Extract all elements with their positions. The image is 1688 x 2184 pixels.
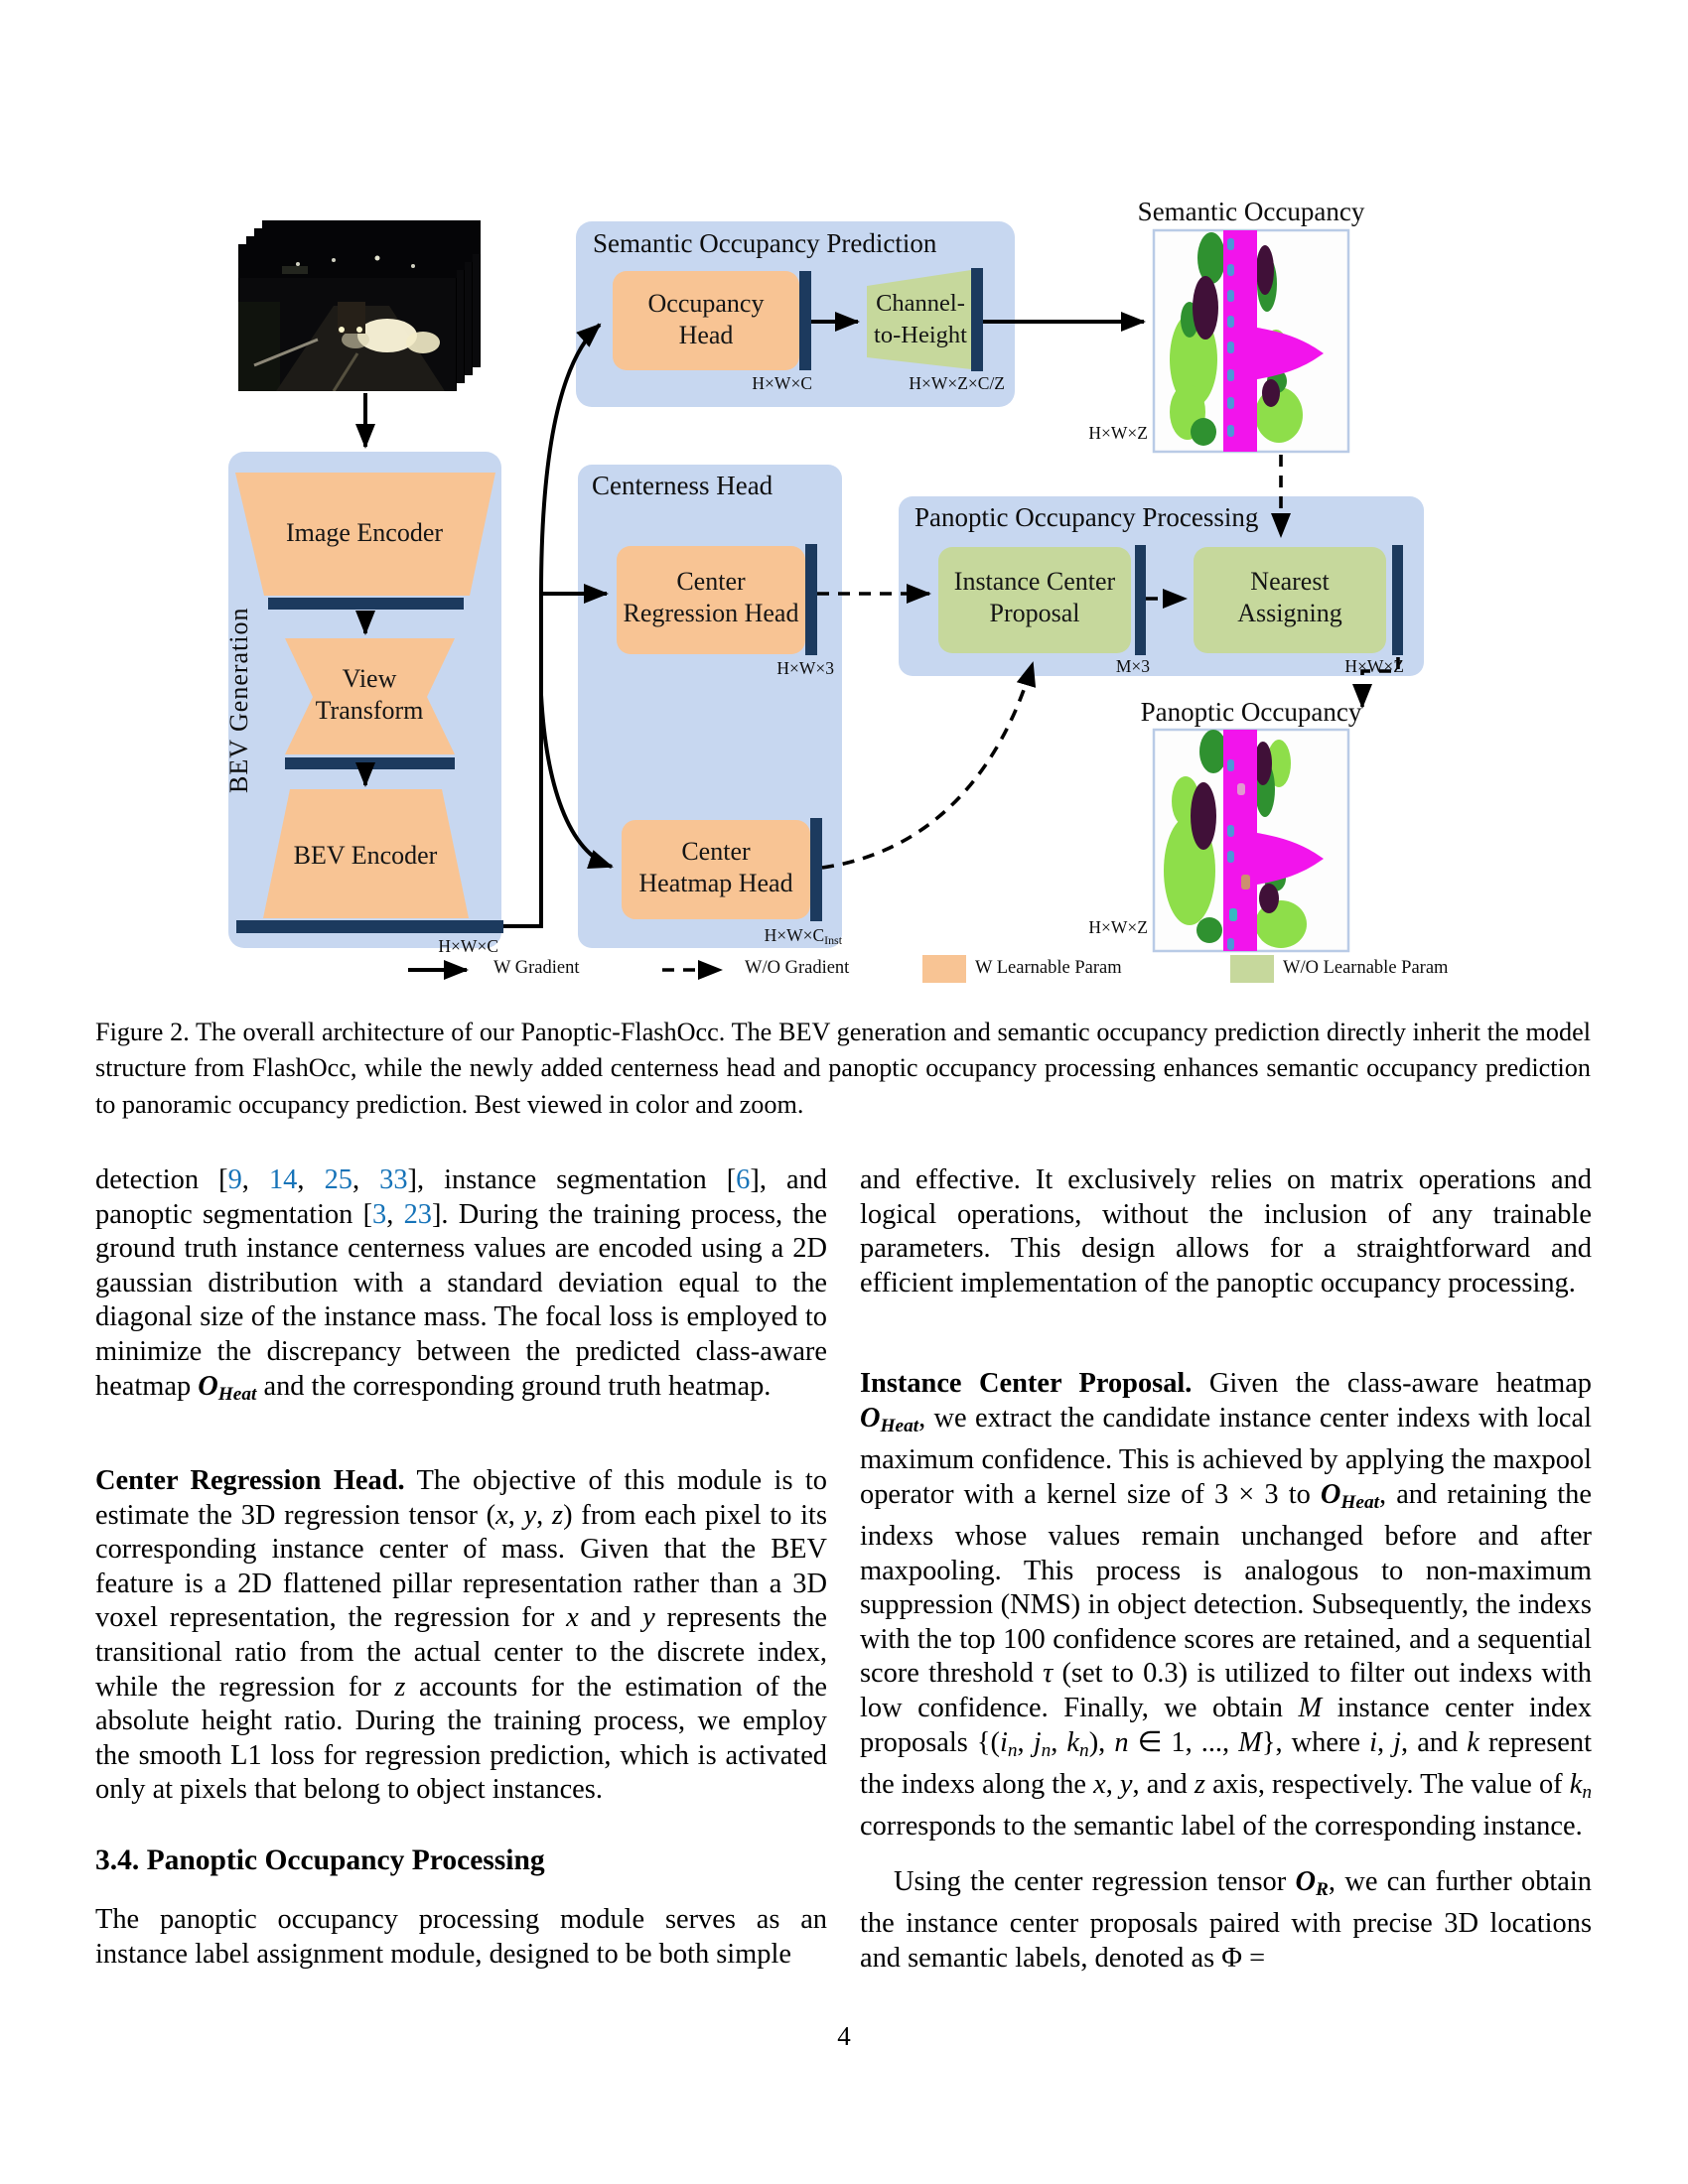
legend-orange-swatch: [922, 955, 966, 983]
legend-w-gradient: W Gradient: [493, 958, 580, 978]
instance-center-out-bar: [1135, 545, 1146, 655]
citation-link[interactable]: 6: [736, 1164, 751, 1195]
center-heatmap-out-dim: $H\times W\times C_{Inst}$: [764, 925, 842, 947]
instance-center-out-dim: M×3: [1115, 656, 1150, 676]
legend-wo-learnable-param: W/O Learnable Param: [1283, 958, 1449, 978]
citation-link[interactable]: 3: [372, 1198, 387, 1230]
channel-to-height-out-dim: H×W×Z×C/Z: [909, 373, 1005, 393]
instance-center-proposal-label: Instance Center Proposal: [953, 567, 1116, 627]
citation-link[interactable]: 14: [268, 1164, 298, 1195]
legend-w-learnable-param: W Learnable Param: [975, 958, 1122, 978]
panoptic-occupancy-title: Panoptic Occupancy: [1140, 697, 1362, 727]
image-encoder-out-bar: [268, 598, 464, 610]
panoptic-occupancy-dim: H×W×Z: [1088, 917, 1148, 937]
panoptic-occupancy-processing-title: Panoptic Occupancy Processing: [914, 502, 1259, 532]
semantic-occupancy-prediction-title: Semantic Occupancy Prediction: [593, 228, 937, 258]
panoptic-occupancy-map: [1154, 730, 1348, 951]
camera-image-stack: [238, 220, 481, 391]
occupancy-head-label: Occupancy Head: [647, 289, 765, 349]
architecture-figure: [0, 0, 1688, 1008]
center-regression-out-dim: H×W×3: [776, 658, 834, 678]
bev-out-dim: H×W×C: [438, 936, 498, 956]
right-column-paragraph-3: Using the center regression tensor OR, we can further obtain the instance center proposals paired with precise 3D locations and semantic labels, denoted as Φ =: [860, 1866, 1592, 1974]
left-column-paragraph-2: Center Regression Head. The objective of this module is to estimate the 3D regression tensor (x, y, z) from each pixel to its corresponding instance center of mass. Given that the BEV feature is a 2D flattened pillar representation rather than a 3D voxel representation, the regression for x and y represents the transitional ratio from the actual center to the discrete index, while the regression for z accounts for the estimation of the absolute height ratio. During the training process, we employ the smooth L1 loss for regression prediction, which is activated only at pixels that belong to object instances.: [95, 1465, 828, 1806]
page-number: 4: [837, 2021, 851, 2051]
center-regression-head-label: Center Regression Head: [623, 567, 799, 627]
center-heatmap-head-label: Center Heatmap Head: [638, 837, 793, 897]
channel-to-height-label: Channel- to-Height: [874, 290, 967, 348]
section-heading-3-4: 3.4. Panoptic Occupancy Processing: [95, 1844, 545, 1876]
nearest-assigning-out-bar: [1392, 545, 1403, 655]
bev-encoder-label: BEV Encoder: [293, 841, 438, 870]
nearest-assigning-out-dim: H×W×Z: [1344, 656, 1404, 676]
bev-out-bar: [236, 920, 503, 933]
bev-generation-label: BEV Generation: [224, 607, 253, 793]
citation-link[interactable]: 9: [227, 1164, 242, 1195]
citation-link[interactable]: 23: [403, 1198, 432, 1230]
view-transform-out-bar: [285, 757, 455, 769]
left-column-paragraph-3: The panoptic occupancy processing module serves as an instance label assignment module, designed to be both simple: [95, 1904, 827, 1970]
legend-green-swatch: [1230, 955, 1274, 983]
right-column-paragraph-2: Instance Center Proposal. Given the class-aware heatmap OHeat, we extract the candidate instance center indexs with local maximum confidence. This is achieved by applying the maxpool operator with a kernel size of 3 × 3 to OHeat, and retaining the indexs whose values remain unchanged before and after maxpooling. This process is analogous to non-maximum suppression (NMS) in object detection. Subsequently, the indexs with the top 100 confidence scores are retained, and a sequential score threshold τ (set to 0.3) is utilized to filter out indexs with low confidence. Finally, we obtain M instance center index proposals {(in, jn, kn), n ∈ 1, ..., M}, where i, j, and k represent the indexs along the x, y, and z axis, respectively. The value of kn corresponds to the semantic label of the corresponding instance.: [860, 1368, 1592, 1843]
semantic-occupancy-dim: H×W×Z: [1088, 423, 1148, 443]
nearest-assigning-label: Nearest Assigning: [1237, 567, 1342, 627]
figure-caption: Figure 2. The overall architecture of our Panoptic-FlashOcc. The BEV generation and semantic occupancy prediction directly inherit the model structure from FlashOcc, while the newly added centerness head and panoptic occupancy processing enhances semantic occupancy prediction to panoramic occupancy prediction. Best viewed in color and zoom.: [95, 1018, 1591, 1119]
citation-link[interactable]: 33: [379, 1164, 408, 1195]
semantic-occupancy-title: Semantic Occupancy: [1137, 197, 1365, 226]
image-encoder-label: Image Encoder: [285, 518, 444, 547]
centerness-head-title: Centerness Head: [592, 471, 774, 500]
legend-wo-gradient: W/O Gradient: [745, 958, 850, 978]
citation-link[interactable]: 25: [324, 1164, 352, 1195]
left-column-paragraph-1: detection [9, 14, 25, 33], instance segmentation [6], and panoptic segmentation [3, 23]. During the training process, the ground truth instance centerness values are encoded using a 2D gaussian distribution with a standard deviation equal to the diagonal size of the instance mass. The focal loss is employed to minimize the discrepancy between the predicted class-aware heatmap OHeat and the corresponding ground truth heatmap.: [95, 1164, 827, 1405]
occupancy-head-out-dim: H×W×C: [752, 373, 812, 393]
semantic-occupancy-map: [1154, 230, 1348, 452]
view-transform-label: View Transform: [315, 664, 424, 725]
right-column-paragraph-1: and effective. It exclusively relies on matrix operations and logical operations, without the inclusion of any trainable parameters. This design allows for a straightforward and efficient implementation of the panoptic occupancy processing.: [860, 1164, 1592, 1298]
